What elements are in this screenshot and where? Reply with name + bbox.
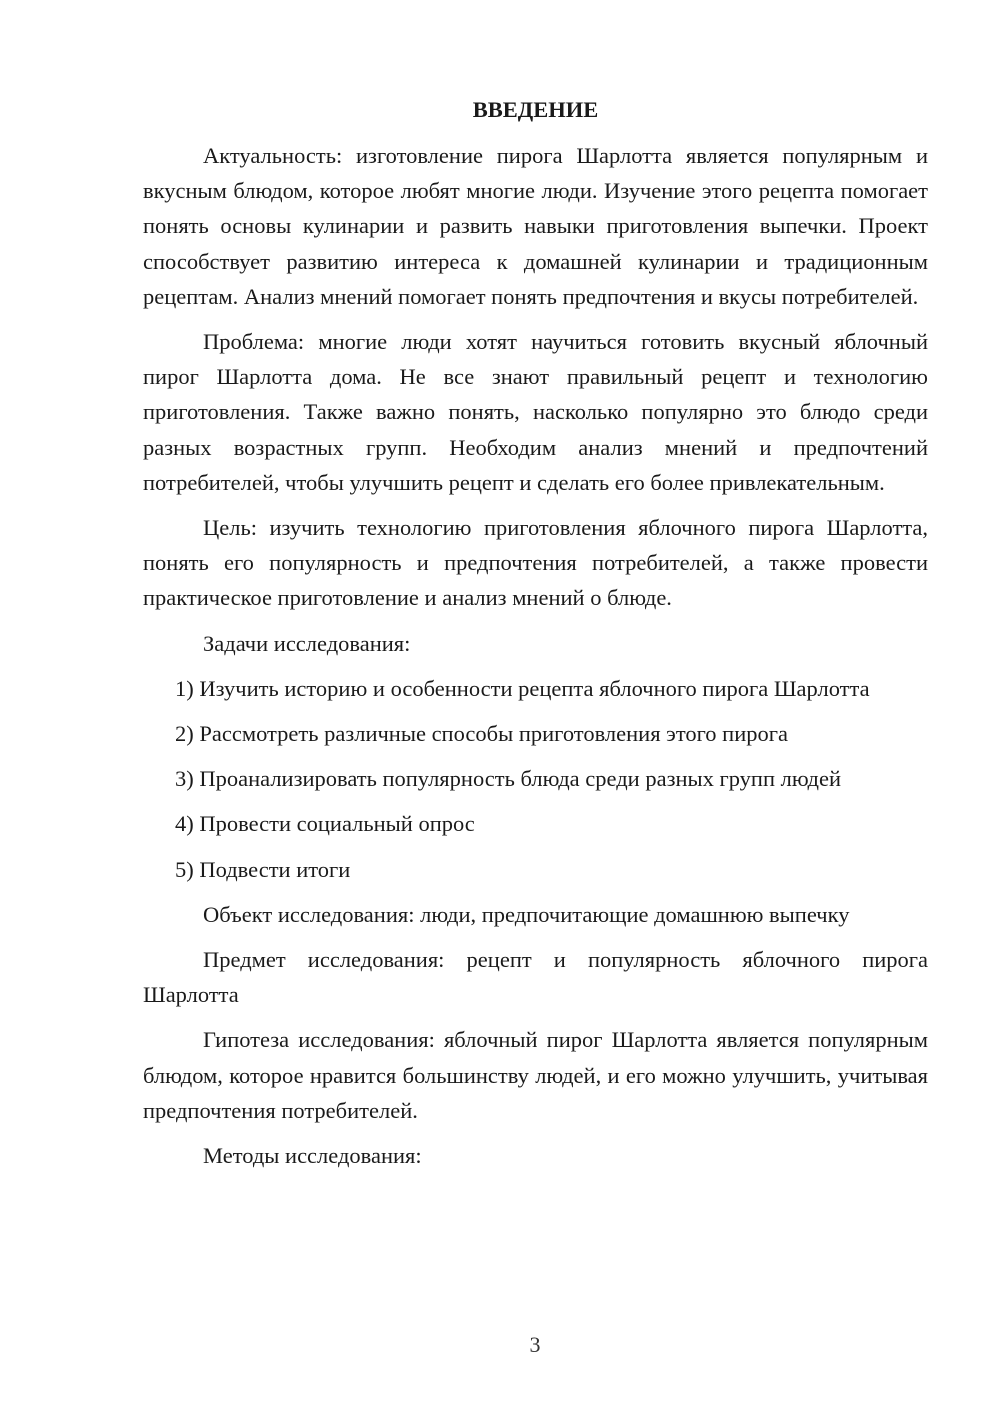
paragraph-relevance: Актуальность: изготовление пирога Шарлотта является популярным и вкусным блюдом, которое любят многие люди. Изучение этого рецепта помогает понять основы кулинарии и развить навыки приготовления выпечки. Проект способствует развитию интереса к домашней кулинарии и традиционным рецептам. Анализ мнений помогает понять предпочтения и вкусы потребителей. [143, 143, 928, 309]
paragraph-subject: Предмет исследования: рецепт и популярность яблочного пирога Шарлотта [143, 947, 928, 1008]
paragraph-problem: Проблема: многие люди хотят научиться готовить вкусный яблочный пирог Шарлотта дома. Не все знают правильный рецепт и технологию приготовления. Также важно понять, насколько популярно это блюдо среди разных возрастных групп. Необходим анализ мнений и предпочтений потребителей, чтобы улучшить рецепт и сделать его более привлекательным. [143, 329, 928, 495]
task-item-3: 3) Проанализировать популярность блюда среди разных групп людей [175, 766, 842, 792]
task-item-5: 5) Подвести итоги [175, 856, 351, 882]
section-heading: ВВЕДЕНИЕ [472, 97, 599, 122]
paragraph-tasks-title: Задачи исследования: [203, 630, 411, 656]
task-item-2: 2) Рассмотреть различные способы приготовления этого пирога [175, 721, 788, 747]
paragraph-hypothesis: Гипотеза исследования: яблочный пирог Шарлотта является популярным блюдом, которое нравится большинству людей, и его можно улучшить, учитывая предпочтения потребителей. [143, 1027, 928, 1123]
paragraph-object: Объект исследования: люди, предпочитающие домашнюю выпечку [203, 901, 850, 927]
paragraph-goal: Цель: изучить технологию приготовления яблочного пирога Шарлотта, понять его популярность и предпочтения потребителей, а также провести практическое приготовление и анализ мнений о блюде. [143, 515, 928, 611]
paragraph-methods: Методы исследования: [203, 1143, 422, 1169]
task-item-4: 4) Провести социальный опрос [175, 811, 475, 837]
task-item-1: 1) Изучить историю и особенности рецепта яблочного пирога Шарлотта [175, 675, 870, 701]
document-page [143, 92, 928, 1183]
page-number: 3 [529, 1332, 541, 1357]
